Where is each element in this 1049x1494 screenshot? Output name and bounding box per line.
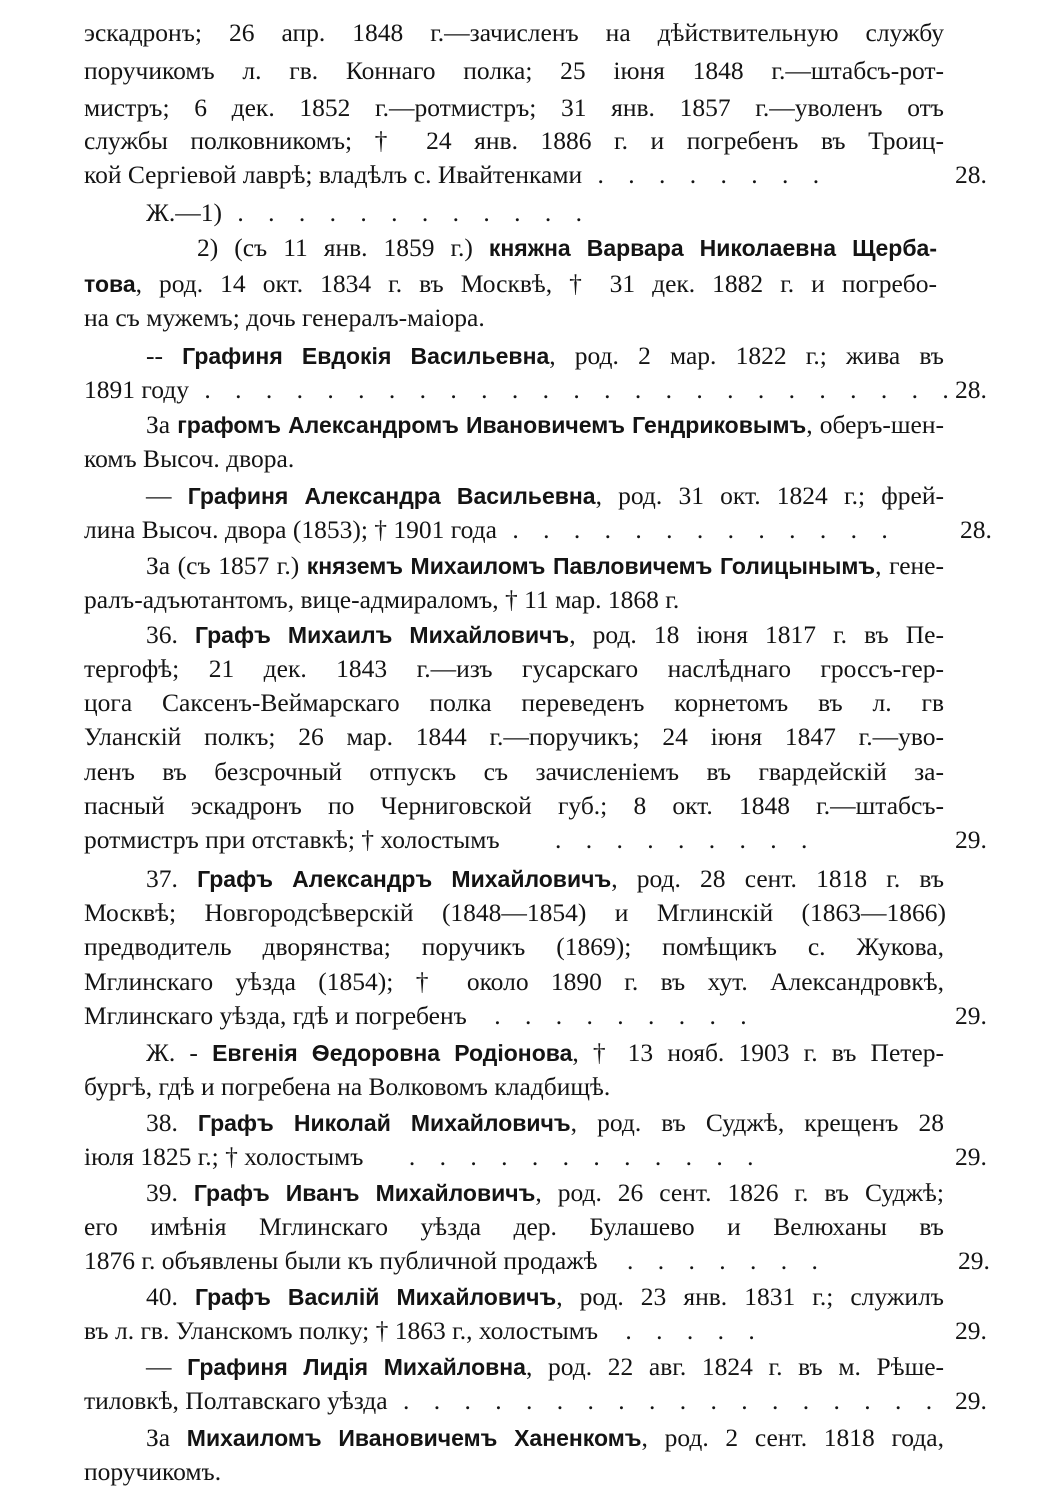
person-name: Графиня Александра Васильевна [187, 483, 596, 509]
person-name: Графъ Василій Михайловичъ [194, 1284, 557, 1310]
text-line: 38. Графъ Николай Михайловичъ, род. въ Суджѣ, крещенъ 28 [146, 1108, 945, 1137]
person-name: Графъ Михаилъ Михайловичъ [194, 622, 570, 648]
leader-dots: . . . . . . . . [582, 160, 829, 189]
text-line: 37. Графъ Александръ Михайловичъ, род. 28 сент. 1818 г. въ [146, 864, 945, 893]
person-name: Графъ Иванъ Михайловичъ [193, 1180, 536, 1206]
text-line: поручикомъ л. гв. Коннаго полка; 25 іюня 1848 г.—штабсъ-рот- [84, 56, 944, 85]
text-line: Ж.—1) . . . . . . . . . . . . [146, 198, 591, 227]
text-line: 1876 г. объявлены были къ публичной продажѣ . . . . . . . [84, 1246, 827, 1275]
person-name: графомъ Александромъ Ивановичемъ Гендриковымъ [177, 412, 807, 438]
page-reference: 28. [955, 160, 987, 189]
leader-dots: . . . . . . . . . . . . [221, 198, 591, 227]
text-line: тергофѣ; 21 дек. 1843 г.—изъ гусарскаго наслѣднаго гроссъ-гер- [84, 654, 944, 683]
text-line: За (съ 1857 г.) княземъ Михаиломъ Павловичемъ Голицынымъ, гене- [146, 551, 944, 580]
leader-dots: . . . . . . . . . . . . [393, 1142, 763, 1171]
text-line: ротмистръ при отставкѣ; † холостымъ . . . . . . . . . [84, 825, 817, 854]
text-line: За графомъ Александромъ Ивановичемъ Гендриковымъ, оберъ-шен- [146, 410, 944, 439]
person-name: Графиня Лидія Михайловна [187, 1354, 526, 1380]
leader-dots: . . . . . . . . . . . . . . . . . . . . . . . . . [188, 375, 958, 404]
leader-dots: . . . . . . . . . . . . . . . . . . [387, 1386, 942, 1415]
text-line: -- Графиня Евдокія Васильевна, род. 2 мар. 1822 г.; жива въ [146, 341, 944, 370]
text-line: комъ Высоч. двора. [84, 444, 295, 473]
text-line: За Михаиломъ Ивановичемъ Ханенкомъ, род. 2 сент. 1818 года, [146, 1423, 944, 1452]
text-line: бургѣ, гдѣ и погребена на Волковомъ кладбищѣ. [84, 1072, 611, 1101]
person-name: Графъ Николай Михайловичъ [197, 1110, 571, 1136]
text-line: службы полковникомъ; † 24 янв. 1886 г. и погребенъ въ Троиц- [84, 126, 944, 155]
text-line: 40. Графъ Василій Михайловичъ, род. 23 янв. 1831 г.; служилъ [146, 1282, 944, 1311]
leader-dots: . . . . . . . . . . . . . [496, 515, 897, 544]
text-line: ралъ-адъютантомъ, вице-адмираломъ, † 11 мар. 1868 г. [84, 585, 680, 614]
text-line: Уланскій полкъ; 26 мар. 1844 г.—поручикъ; 24 іюня 1847 г.—уво- [84, 722, 944, 751]
page-reference: 29. [955, 1001, 987, 1030]
text-line: лина Высоч. двора (1853); † 1901 года . . . . . . . . . . . . . [84, 515, 897, 544]
person-name: Евгенія Ѳедоровна Родіонова [212, 1040, 573, 1066]
text-line: Мглинскаго уѣзда (1854); † около 1890 г. въ хут. Александровкѣ, [84, 967, 944, 996]
text-line: пасный эскадронъ по Черниговской губ.; 8 окт. 1848 г.—штабсъ- [84, 791, 944, 820]
text-line: ленъ въ безсрочный отпускъ съ зачисленіемъ въ гвардейскій за- [84, 757, 944, 786]
person-name: Графиня Евдокія Васильевна [182, 343, 550, 369]
leader-dots: . . . . . . . . . [478, 1001, 756, 1030]
text-line: въ л. гв. Уланскомъ полку; † 1863 г., холостымъ . . . . . [84, 1316, 764, 1345]
person-name: Михаиломъ Ивановичемъ Ханенкомъ [186, 1425, 642, 1451]
page-reference: 29. [955, 825, 987, 854]
text-line: его имѣнія Мглинскаго уѣзда дер. Булашево и Велюханы въ [84, 1212, 944, 1241]
text-line: Москвѣ; Новгородсѣверскій (1848—1854) и Мглинскій (1863—1866) [84, 898, 946, 927]
person-name: Графъ Александръ Михайловичъ [197, 866, 612, 892]
text-line: — Графиня Александра Васильевна, род. 31 окт. 1824 г.; фрей- [146, 481, 944, 510]
page-reference: 28. [960, 515, 992, 544]
text-line: 2) (съ 11 янв. 1859 г.) княжна Варвара Николаевна Щерба- [197, 233, 938, 262]
page-reference: 29. [955, 1386, 987, 1415]
text-line: поручикомъ. [84, 1457, 222, 1486]
page-reference: 29. [955, 1316, 987, 1345]
text-line: това, род. 14 окт. 1834 г. въ Москвѣ, † 31 дек. 1882 г. и погребо- [84, 269, 937, 298]
text-line: кой Сергіевой лаврѣ; владѣлъ с. Ивайтенками . . . . . . . . [84, 160, 829, 189]
person-name: княземъ Михаиломъ Павловичемъ Голицынымъ [306, 553, 876, 579]
text-line: предводитель дворянства; поручикъ (1869); помѣщикъ с. Жукова, [84, 932, 944, 961]
text-line: цога Саксенъ-Веймарскаго полка переведенъ корнетомъ въ л. гв [84, 688, 944, 717]
leader-dots: . . . . . [610, 1316, 764, 1345]
person-name: това [84, 271, 136, 297]
text-line: іюля 1825 г.; † холостымъ . . . . . . . . . . . . [84, 1142, 763, 1171]
page-reference: 29. [958, 1246, 990, 1275]
text-line: 36. Графъ Михаилъ Михайловичъ, род. 18 іюня 1817 г. въ Пе- [146, 620, 944, 649]
leader-dots: . . . . . . . [611, 1246, 827, 1275]
text-line: 39. Графъ Иванъ Михайловичъ, род. 26 сент. 1826 г. въ Суджѣ; [146, 1178, 944, 1207]
text-line: мистръ; 6 дек. 1852 г.—ротмистръ; 31 янв. 1857 г.—уволенъ отъ [84, 93, 944, 122]
page-reference: 28. [955, 375, 987, 404]
text-line: эскадронъ; 26 апр. 1848 г.—зачисленъ на дѣйствительную службу [84, 18, 944, 47]
text-line: 1891 году . . . . . . . . . . . . . . . . . . . . . . . . . [84, 375, 958, 404]
text-line: на съ мужемъ; дочь генералъ-маіора. [84, 303, 485, 332]
leader-dots: . . . . . . . . . [539, 825, 817, 854]
text-line: Мглинскаго уѣзда, гдѣ и погребенъ . . . . . . . . . [84, 1001, 756, 1030]
person-name: княжна Варвара Николаевна Щерба- [488, 235, 938, 261]
text-line: тиловкѣ, Полтавскаго уѣзда . . . . . . . . . . . . . . . . . . [84, 1386, 942, 1415]
text-line: — Графиня Лидія Михайловна, род. 22 авг. 1824 г. въ м. Рѣше- [146, 1352, 945, 1381]
page-reference: 29. [955, 1142, 987, 1171]
text-line: Ж. - Евгенія Ѳедоровна Родіонова, † 13 нояб. 1903 г. въ Петер- [146, 1038, 944, 1067]
